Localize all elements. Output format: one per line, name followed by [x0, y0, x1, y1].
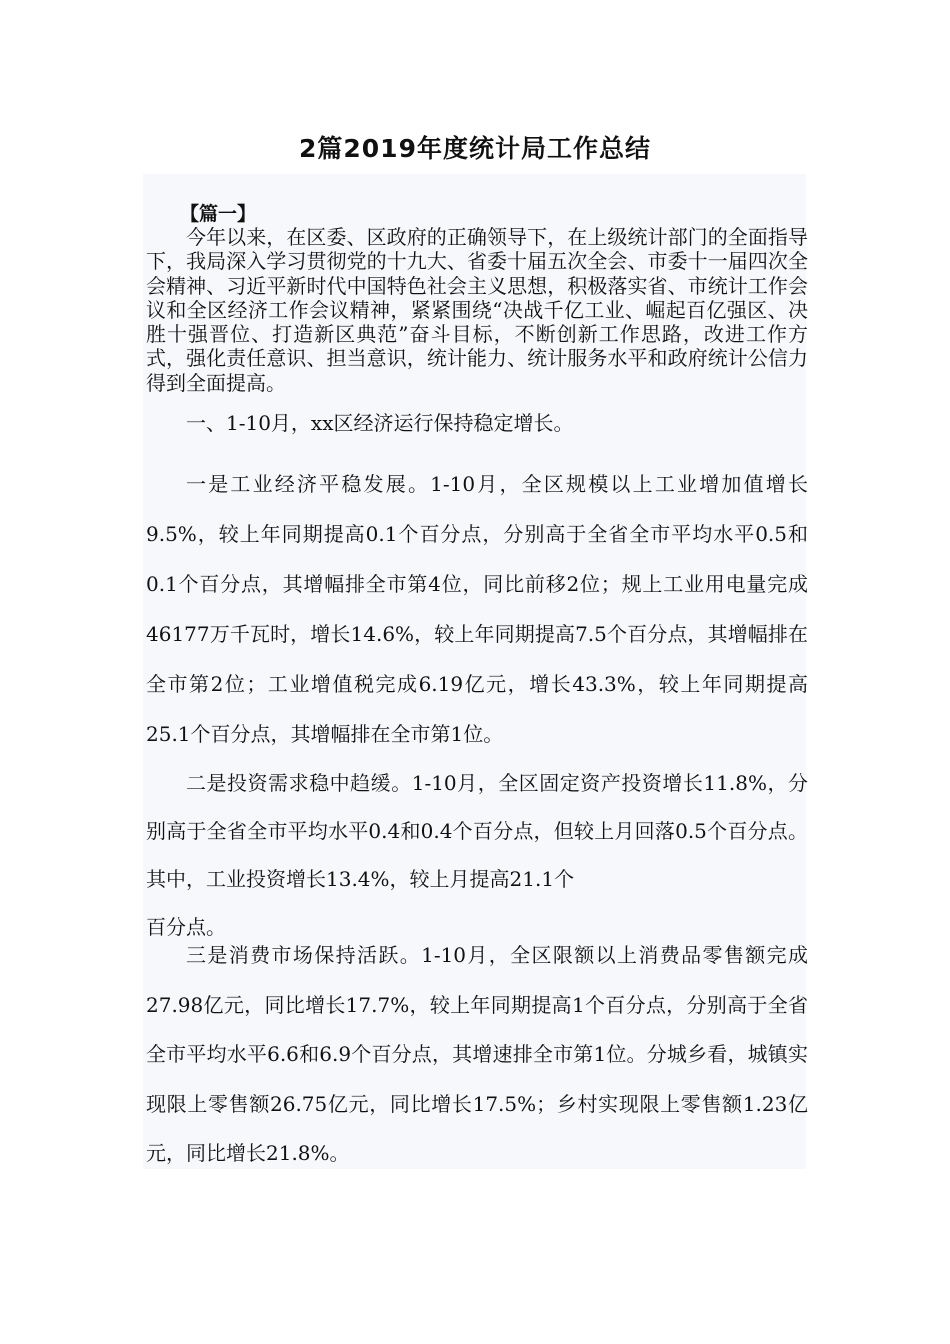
page-title: 2篇2019年度统计局工作总结 [299, 134, 651, 163]
intro-paragraph: 今年以来，在区委、区政府的正确领导下，在上级统计部门的全面指导下，我局深入学习贯彻党的十九大、省委十届五次全会、市委十一届四次全会精神、习近平新时代中国特色社会主义思想，积极落实省、市统计工作会议和全区经济工作会议精神，紧紧围绕“决战千亿工业、崛起百亿强区、决胜十强晋位、打造新区典范”奋斗目标，不断创新工作思路，改进工作方式，强化责任意识、担当意识，统计能力、统计服务水平和政府统计公信力得到全面提高。 [146, 225, 808, 395]
investment-text: 二是投资需求稳中趋缓。1-10月，全区固定资产投资增长11.8%，分别高于全省全市平均水平0.4和0.4个百分点，但较上月回落0.5个百分点。其中，工业投资增长13.4%，较上月提高21.1个 [146, 771, 808, 891]
investment-tail: 百分点。 [146, 915, 226, 939]
economy-heading: 一、1-10月，xx区经济运行保持稳定增长。 [186, 411, 574, 435]
investment-paragraph [146, 759, 808, 951]
industry-paragraph: 一是工业经济平稳发展。1-10月，全区规模以上工业增加值增长9.5%，较上年同期提高0.1个百分点，分别高于全省全市平均水平0.5和0.1个百分点，其增幅排全市第4位，同比前移2位；规上工业用电量完成46177万千瓦时，增长14.6%，较上年同期提高7.5个百分点，其增幅排在全市第2位；工业增值税完成6.19亿元，增长43.3%，较上年同期提高25.1个百分点，其增幅排在全市第1位。 [146, 472, 808, 746]
consumption-paragraph: 三是消费市场保持活跃。1-10月，全区限额以上消费品零售额完成27.98亿元，同比增长17.7%，较上年同期提高1个百分点，分别高于全省全市平均水平6.6和6.9个百分点，其增速排全市第1位。分城乡看，城镇实现限上零售额26.75亿元，同比增长17.5%；乡村实现限上零售额1.23亿元，同比增长21.8%。 [146, 943, 808, 1165]
section-heading: 【篇一】 [180, 203, 257, 225]
